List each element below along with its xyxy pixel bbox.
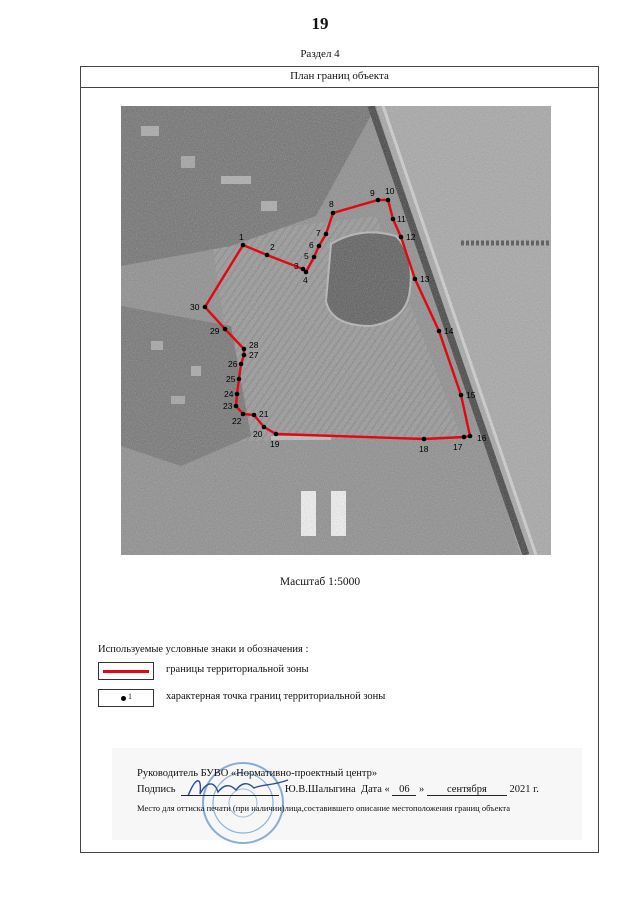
- boundary-point-label-16: 16: [477, 433, 487, 443]
- boundary-point-label-26: 26: [228, 359, 238, 369]
- boundary-point-label-25: 25: [226, 374, 236, 384]
- satellite-map: [121, 106, 551, 555]
- map-svg: [121, 106, 551, 555]
- boundary-point-label-23: 23: [223, 401, 233, 411]
- boundary-point-label-12: 12: [406, 232, 416, 242]
- boundary-point-29: [223, 327, 228, 332]
- frame-title: План границ объекта: [81, 67, 598, 88]
- boundary-point-19: [274, 432, 279, 437]
- boundary-point-1: [241, 243, 246, 248]
- head-title: Руководитель БУВО «Нормативно-проектный центр»: [137, 768, 378, 779]
- boundary-point-label-13: 13: [420, 274, 430, 284]
- boundary-point-6: [317, 244, 322, 249]
- boundary-point-label-6: 6: [309, 240, 314, 250]
- page-number: 19: [311, 14, 329, 33]
- boundary-point-25: [237, 377, 242, 382]
- date-year: 2021 г.: [509, 784, 539, 795]
- boundary-point-26: [239, 362, 244, 367]
- boundary-point-label-14: 14: [444, 326, 454, 336]
- boundary-point-label-7: 7: [316, 228, 321, 238]
- boundary-point-7: [324, 232, 329, 237]
- signature-line: [137, 784, 539, 796]
- boundary-point-label-2: 2: [270, 242, 275, 252]
- boundary-point-13: [413, 277, 418, 282]
- boundary-point-4: [304, 270, 309, 275]
- point-swatch: [121, 696, 126, 701]
- stamp-note: Место для оттиска печати (при наличии)лица,составившего описание местоположения границ объекта: [137, 803, 510, 813]
- boundary-point-label-17: 17: [453, 442, 463, 452]
- point-swatch-label: 1: [128, 692, 132, 701]
- scale-label: Масштаб 1:5000: [279, 576, 361, 588]
- signer-name: Ю.В.Шалыгина: [284, 784, 356, 795]
- boundary-point-30: [203, 305, 208, 310]
- boundary-point-11: [391, 217, 396, 222]
- boundary-point-label-9: 9: [370, 188, 375, 198]
- boundary-point-12: [399, 235, 404, 240]
- legend-boundary-text: границы территориальной зоны: [166, 664, 309, 675]
- boundary-point-label-20: 20: [253, 429, 263, 439]
- boundary-point-9: [376, 198, 381, 203]
- boundary-point-label-8: 8: [329, 199, 334, 209]
- legend-point-symbol: [98, 689, 154, 707]
- boundary-point-17: [462, 435, 467, 440]
- boundary-point-label-27: 27: [249, 350, 259, 360]
- date-mid: »: [419, 784, 425, 795]
- date-day: 06: [392, 784, 416, 796]
- boundary-point-15: [459, 393, 464, 398]
- boundary-point-5: [312, 255, 317, 260]
- boundary-point-label-4: 4: [303, 275, 308, 285]
- sign-label: Подпись: [137, 784, 176, 795]
- sign-blank: [181, 784, 279, 796]
- date-label: Дата «: [360, 784, 390, 795]
- boundary-point-label-11: 11: [397, 214, 406, 224]
- boundary-point-label-30: 30: [190, 302, 200, 312]
- boundary-point-28: [242, 347, 247, 352]
- boundary-point-label-5: 5: [304, 251, 309, 261]
- map-grain: [121, 106, 551, 555]
- boundary-point-label-22: 22: [232, 416, 242, 426]
- boundary-point-label-18: 18: [419, 444, 429, 454]
- boundary-point-label-28: 28: [249, 340, 259, 350]
- boundary-point-label-19: 19: [270, 439, 280, 449]
- boundary-point-label-3: 3: [294, 261, 299, 271]
- boundary-point-14: [437, 329, 442, 334]
- boundary-point-label-1: 1: [239, 232, 244, 242]
- boundary-point-label-21: 21: [259, 409, 269, 419]
- section-label: Раздел 4: [300, 48, 340, 60]
- legend-boundary-symbol: [98, 662, 154, 680]
- boundary-point-21: [252, 413, 257, 418]
- boundary-line-swatch: [103, 670, 149, 673]
- boundary-point-label-24: 24: [224, 389, 234, 399]
- boundary-point-23: [234, 404, 239, 409]
- boundary-point-label-15: 15: [466, 390, 476, 400]
- legend-title: Используемые условные знаки и обозначения :: [98, 644, 309, 655]
- boundary-point-18: [422, 437, 427, 442]
- boundary-point-27: [242, 353, 247, 358]
- boundary-point-label-10: 10: [385, 186, 395, 196]
- boundary-point-10: [386, 198, 391, 203]
- legend-point-text: характерная точка границ территориальной зоны: [166, 691, 386, 702]
- boundary-point-label-29: 29: [210, 326, 220, 336]
- boundary-point-16: [468, 434, 473, 439]
- boundary-point-2: [265, 253, 270, 258]
- date-month: сентября: [427, 784, 507, 796]
- boundary-point-8: [331, 211, 336, 216]
- boundary-point-24: [235, 392, 240, 397]
